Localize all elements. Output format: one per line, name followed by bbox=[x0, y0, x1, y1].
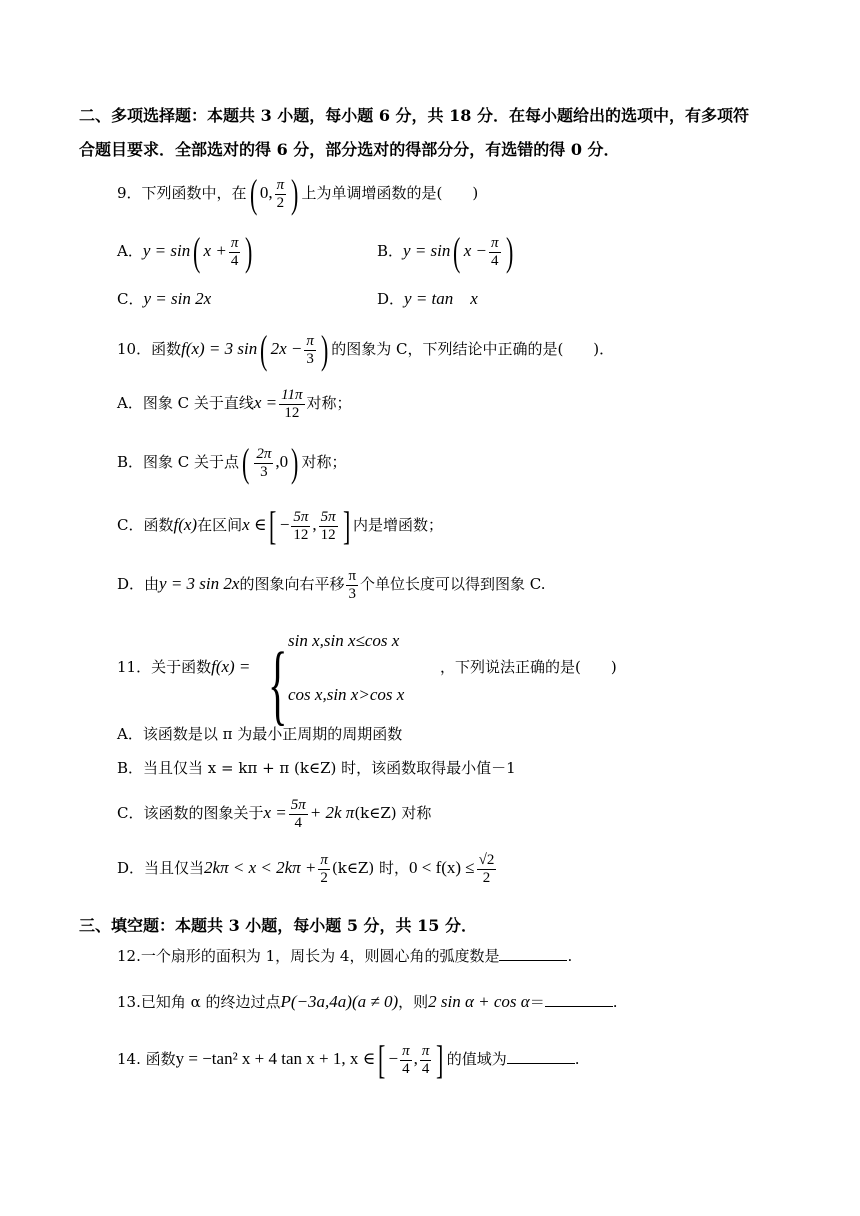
left-paren: ( bbox=[193, 229, 201, 274]
minus-sign: − bbox=[388, 1049, 399, 1068]
q13-equals: ＝ bbox=[529, 993, 545, 1011]
math-expr: f(x) bbox=[173, 515, 198, 534]
fraction-11pi-over-12 bbox=[279, 387, 304, 421]
q10-option-a bbox=[117, 387, 352, 421]
numerator: π bbox=[402, 1043, 410, 1059]
period: . bbox=[612, 993, 618, 1011]
option-text: C．函数 bbox=[117, 516, 174, 534]
q13-text: 13.已知角 α 的终边过点 bbox=[117, 993, 281, 1011]
denominator: 3 bbox=[348, 585, 356, 602]
piecewise-brace: { bbox=[268, 635, 288, 734]
math-expr: x ∈ bbox=[242, 515, 267, 534]
minus-sign: − bbox=[279, 515, 290, 534]
q10-option-c bbox=[117, 503, 444, 548]
option-label: B． bbox=[377, 242, 404, 260]
answer-blank[interactable] bbox=[499, 946, 567, 961]
q10-stem-tail: 的图象为 C，下列结论中正确的是( )． bbox=[331, 340, 615, 358]
option-text: A．图象 C 关于直线 bbox=[117, 394, 254, 412]
option-text-mid: 的图象向右平移 bbox=[239, 575, 345, 593]
q9-option-c bbox=[117, 290, 211, 307]
denominator: 12 bbox=[293, 526, 309, 543]
q9-option-b bbox=[377, 229, 516, 274]
math-expr: 2x − bbox=[270, 339, 303, 358]
q11-stem-text: 11．关于函数 bbox=[117, 658, 212, 676]
q9-option-d bbox=[377, 290, 478, 307]
period: . bbox=[567, 947, 573, 965]
piecewise-case-1: sin x,sin x≤cos x bbox=[288, 631, 400, 650]
interval-start: 0, bbox=[259, 183, 273, 202]
math-expr: y = −tan² x + 4 tan x + 1, x ∈ bbox=[175, 1049, 376, 1068]
right-paren: ) bbox=[505, 229, 513, 274]
period: . bbox=[574, 1050, 580, 1068]
option-label: D． bbox=[377, 290, 405, 308]
denominator: 2 bbox=[276, 194, 285, 211]
q11-option-c bbox=[117, 797, 431, 831]
q10-option-d bbox=[117, 568, 546, 602]
right-bracket: ] bbox=[342, 503, 351, 548]
math-expr: ,0 bbox=[275, 452, 289, 471]
q11-stem-tail: ，下列说法正确的是( ) bbox=[440, 658, 617, 676]
q11-option-a: A．该函数是以 π 为最小正周期的周期函数 bbox=[117, 725, 403, 743]
left-bracket: [ bbox=[269, 503, 277, 548]
question-12 bbox=[117, 946, 572, 964]
math-expr: y = sin bbox=[142, 241, 191, 260]
piecewise-case-2: cos x,sin x>cos x bbox=[288, 685, 405, 704]
option-label: A． bbox=[117, 242, 143, 260]
math-expr: f(x) = bbox=[211, 657, 251, 676]
left-paren: ( bbox=[453, 229, 461, 274]
fraction-pi-over-2 bbox=[275, 177, 287, 211]
left-paren: ( bbox=[260, 327, 268, 372]
fraction-2pi-over-3 bbox=[254, 446, 273, 480]
numerator: √2 bbox=[478, 852, 495, 868]
denominator: 2 bbox=[320, 869, 328, 886]
numerator: 5π bbox=[290, 797, 306, 813]
math-expr: x + bbox=[203, 241, 227, 260]
math-expr: y = sin 2x bbox=[143, 289, 212, 308]
math-expr: 2 sin α + cos α bbox=[428, 992, 530, 1011]
numerator: π bbox=[320, 852, 328, 868]
fraction-5pi-over-12 bbox=[319, 509, 338, 543]
numerator: π bbox=[230, 235, 239, 251]
question-9-stem bbox=[117, 171, 479, 216]
numerator: π bbox=[348, 568, 357, 584]
numerator: π bbox=[491, 235, 499, 251]
answer-blank[interactable] bbox=[545, 992, 613, 1007]
option-text: D．由 bbox=[117, 575, 160, 593]
math-expr: x = bbox=[263, 803, 287, 822]
fraction-pi-over-4 bbox=[229, 235, 241, 269]
option-text-tail: (k∈Z) 对称 bbox=[354, 804, 432, 822]
option-text-tail: 对称； bbox=[301, 453, 347, 471]
q9-stem-text: 9．下列函数中，在 bbox=[117, 184, 247, 202]
comma: , bbox=[413, 1049, 418, 1068]
math-expr: y = 3 sin 2x bbox=[159, 574, 240, 593]
math-expr: 2kπ < x < 2kπ + bbox=[204, 858, 317, 877]
numerator: π bbox=[306, 333, 314, 349]
option-text-tail: 对称； bbox=[306, 394, 352, 412]
denominator: 4 bbox=[421, 1060, 430, 1077]
math-expr: f(x) = 3 sin bbox=[181, 339, 258, 358]
denominator: 3 bbox=[260, 463, 268, 480]
math-expr: y = sin bbox=[403, 241, 451, 260]
q10-stem-text: 10．函数 bbox=[117, 340, 182, 358]
q12-text: 12.一个扇形的面积为 1，周长为 4，则圆心角的弧度数是 bbox=[117, 947, 500, 965]
question-14 bbox=[117, 1037, 580, 1082]
math-expr: y = tan x bbox=[404, 289, 478, 308]
math-expr: x = bbox=[253, 393, 278, 412]
fraction-pi-over-4 bbox=[489, 235, 501, 269]
numerator: 5π bbox=[293, 509, 309, 525]
right-bracket: ] bbox=[436, 1037, 444, 1082]
section-multi-header-line2: 合题目要求．全部选对的得 6 分，部分选对的得部分分，有选错的得 0 分． bbox=[79, 140, 620, 159]
question-10-stem bbox=[117, 327, 615, 372]
fraction-pi-over-3 bbox=[304, 333, 316, 367]
math-expr: P(−3a,4a)(a ≠ 0) bbox=[280, 992, 399, 1011]
left-paren: ( bbox=[242, 440, 250, 485]
q11-option-d bbox=[117, 852, 498, 886]
fraction-sqrt2-over-2 bbox=[477, 852, 497, 886]
numerator: 2π bbox=[256, 446, 272, 462]
right-paren: ) bbox=[291, 171, 299, 216]
denominator: 4 bbox=[294, 814, 303, 831]
math-expr: 0 < f(x) ≤ bbox=[408, 858, 475, 877]
q10-option-b bbox=[117, 440, 347, 485]
math-expr: x − bbox=[463, 241, 487, 260]
left-paren: ( bbox=[249, 171, 257, 216]
q9-stem-tail: 上为单调增函数的是( ) bbox=[301, 184, 479, 202]
denominator: 3 bbox=[306, 350, 314, 367]
denominator: 12 bbox=[320, 526, 336, 543]
option-text: D．当且仅当 bbox=[117, 859, 205, 877]
right-paren: ) bbox=[320, 327, 329, 372]
math-expr: + 2k π bbox=[309, 803, 355, 822]
option-text-tail: 个单位长度可以得到图象 C. bbox=[360, 575, 546, 593]
denominator: 12 bbox=[284, 404, 300, 421]
option-text-mid: (k∈Z) 时， bbox=[331, 859, 409, 877]
option-text-tail: 内是增函数； bbox=[353, 516, 444, 534]
section-multi-header-line1: 二、多项选择题：本题共 3 小题，每小题 6 分，共 18 分．在每小题给出的选项中，有多项符 bbox=[79, 106, 749, 125]
q9-option-a bbox=[117, 229, 256, 274]
fraction-pi-over-4 bbox=[420, 1043, 432, 1077]
comma: , bbox=[312, 515, 317, 534]
answer-blank[interactable] bbox=[507, 1049, 575, 1064]
numerator: 5π bbox=[320, 509, 336, 525]
q13-text-mid: ，则 bbox=[398, 993, 429, 1011]
fraction-5pi-over-12 bbox=[291, 509, 310, 543]
denominator: 4 bbox=[402, 1060, 410, 1077]
fraction-pi-over-4 bbox=[400, 1043, 412, 1077]
option-text: C．该函数的图象关于 bbox=[117, 804, 264, 822]
option-label: C． bbox=[117, 290, 144, 308]
left-bracket: [ bbox=[378, 1037, 386, 1082]
q14-text-tail: 的值域为 bbox=[446, 1050, 507, 1068]
right-paren: ) bbox=[291, 440, 299, 485]
question-11-stem-left bbox=[117, 658, 250, 675]
right-paren: ) bbox=[245, 229, 253, 274]
question-13 bbox=[117, 992, 618, 1010]
denominator: 4 bbox=[230, 252, 239, 269]
fraction-pi-over-3 bbox=[346, 568, 358, 602]
fraction-pi-over-2 bbox=[318, 852, 330, 886]
q14-text: 14. 函数 bbox=[117, 1050, 176, 1068]
option-text-mid: 在区间 bbox=[197, 516, 243, 534]
denominator: 2 bbox=[482, 869, 491, 886]
numerator: π bbox=[421, 1043, 430, 1059]
numerator: π bbox=[276, 177, 285, 193]
q11-option-b: B．当且仅当 x = kπ + π (k∈Z) 时，该函数取得最小值－1 bbox=[117, 759, 516, 777]
denominator: 4 bbox=[491, 252, 499, 269]
option-text: B．图象 C 关于点 bbox=[117, 453, 240, 471]
numerator: 11π bbox=[281, 387, 303, 403]
fraction-5pi-over-4 bbox=[289, 797, 308, 831]
section-fill-header: 三、填空题：本题共 3 小题，每小题 5 分，共 15 分． bbox=[79, 916, 477, 935]
